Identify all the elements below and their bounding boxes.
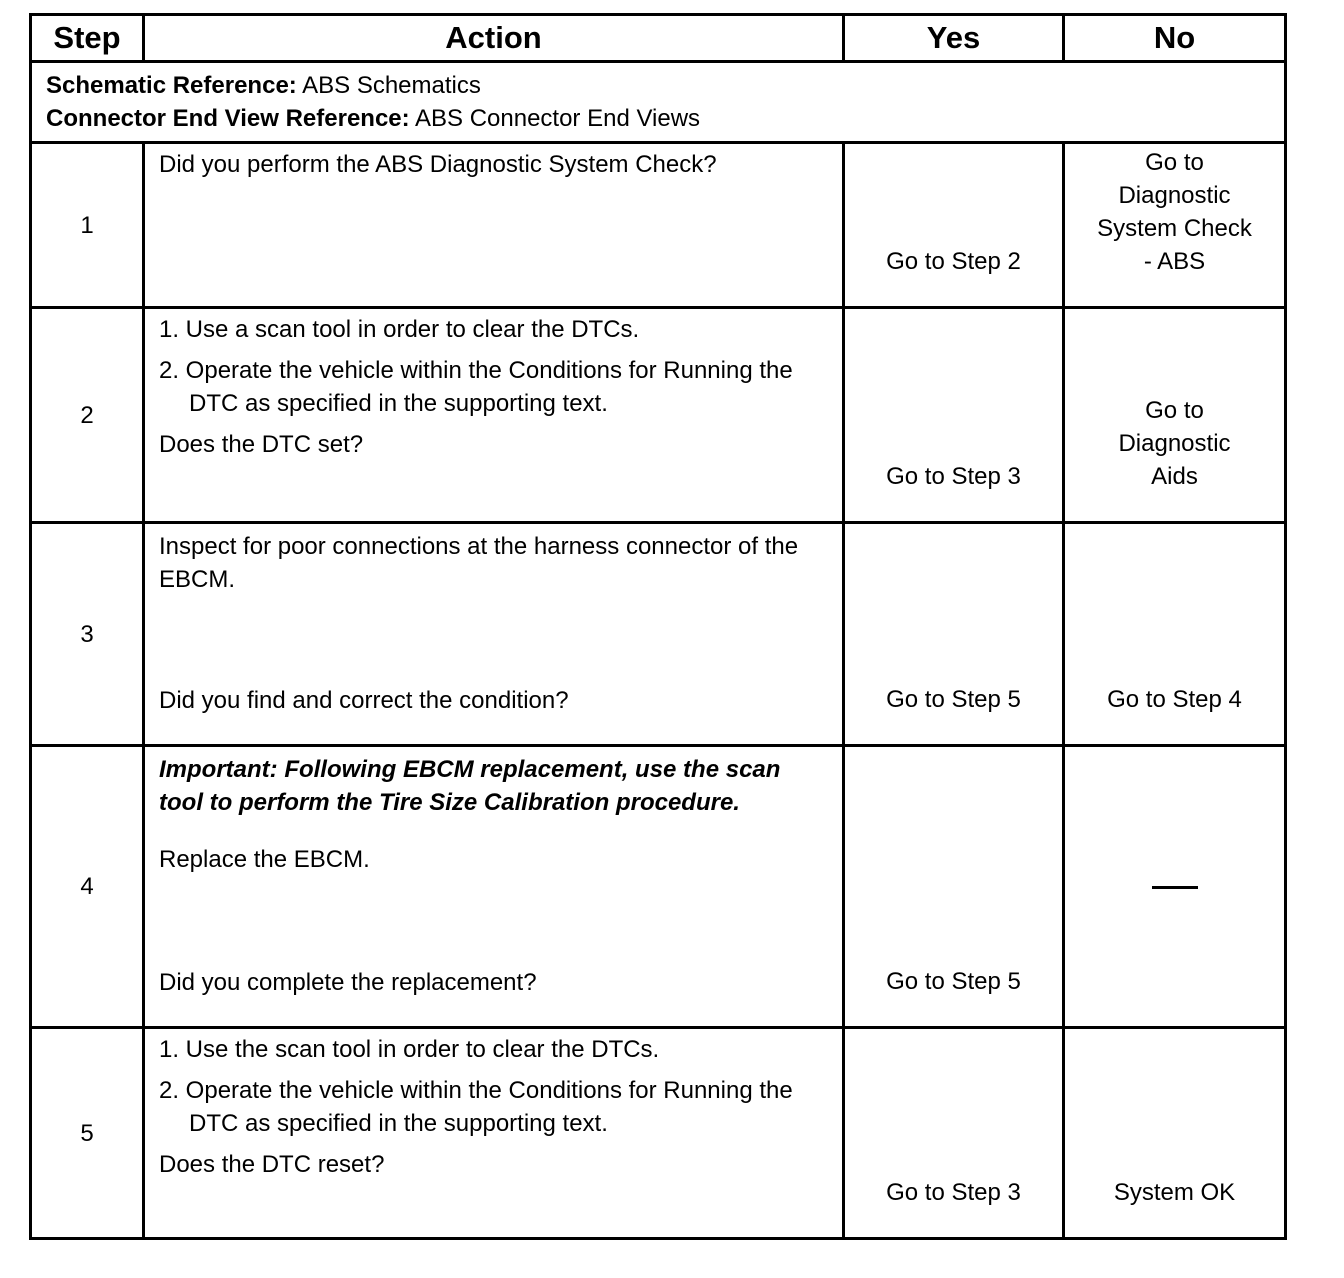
no-cell <box>1064 746 1286 1028</box>
no-cell <box>1064 308 1286 523</box>
yes-link[interactable]: Go to Step 5 <box>886 686 1021 713</box>
schematic-reference-label: Schematic Reference: <box>46 72 297 99</box>
action-item: 1. Use a scan tool in order to clear the DTCs. <box>159 316 640 343</box>
step-number: 4 <box>31 746 144 1028</box>
step-number: 1 <box>31 143 144 308</box>
header-no: No <box>1064 15 1286 62</box>
action-item: 2. Operate the vehicle within the Conditions for Running the DTC as specified in the supporting text. <box>159 357 793 417</box>
yes-cell <box>844 523 1064 746</box>
step-question: Did you perform the ABS Diagnostic System Check? <box>159 151 717 178</box>
yes-link[interactable]: Go to Step 3 <box>886 1179 1021 1206</box>
step-number: 5 <box>31 1028 144 1239</box>
yes-cell <box>844 1028 1064 1239</box>
no-line: Diagnostic <box>1118 430 1231 457</box>
yes-link[interactable]: Go to Step 2 <box>886 248 1021 275</box>
step-number: 3 <box>31 523 144 746</box>
action-cell <box>144 143 844 308</box>
no-line: System Check <box>1097 215 1252 242</box>
action-cell <box>144 746 844 1028</box>
table-row <box>31 746 1286 1028</box>
table-row <box>31 1028 1286 1239</box>
step-instruction: Replace the EBCM. <box>159 846 370 873</box>
step-question: Does the DTC set? <box>159 431 364 458</box>
no-line: Aids <box>1151 463 1198 490</box>
connector-reference-label: Connector End View Reference: <box>46 105 410 132</box>
action-item: 2. Operate the vehicle within the Conditions for Running the DTC as specified in the supporting text. <box>159 1077 793 1137</box>
schematic-reference <box>46 69 1270 102</box>
no-link[interactable] <box>1097 149 1252 275</box>
action-cell <box>144 523 844 746</box>
no-cell <box>1064 1028 1286 1239</box>
reference-cell <box>31 62 1286 143</box>
no-link[interactable]: Go to Step 4 <box>1107 686 1242 713</box>
step-question: Does the DTC reset? <box>159 1151 385 1178</box>
table-row <box>31 523 1286 746</box>
action-cell <box>144 1028 844 1239</box>
no-dash <box>1152 886 1198 889</box>
reference-row <box>31 62 1286 143</box>
schematic-reference-link[interactable]: ABS Schematics <box>302 72 481 99</box>
step-question: Did you find and correct the condition? <box>159 687 569 714</box>
header-step: Step <box>31 15 144 62</box>
yes-cell <box>844 308 1064 523</box>
no-cell <box>1064 523 1286 746</box>
yes-link[interactable]: Go to Step 3 <box>886 463 1021 490</box>
step-question: Did you complete the replacement? <box>159 969 537 996</box>
step-instruction: Inspect for poor connections at the harness connector of the EBCM. <box>159 533 799 593</box>
no-link[interactable] <box>1118 397 1230 490</box>
connector-reference <box>46 102 1270 135</box>
header-yes: Yes <box>844 15 1064 62</box>
no-link[interactable]: System OK <box>1113 1179 1236 1206</box>
no-line: - ABS <box>1143 248 1206 275</box>
header-row <box>31 15 1286 62</box>
important-note: Important: Following EBCM replacement, use the scan tool to perform the Tire Size Calibration procedure. <box>159 756 781 816</box>
no-line: Go to <box>1145 149 1204 176</box>
yes-link[interactable]: Go to Step 5 <box>886 968 1021 995</box>
table-row <box>31 308 1286 523</box>
yes-cell <box>844 746 1064 1028</box>
diagnostic-table <box>29 13 1287 1240</box>
yes-cell <box>844 143 1064 308</box>
no-line: Diagnostic <box>1118 182 1231 209</box>
connector-reference-link[interactable]: ABS Connector End Views <box>415 105 701 132</box>
action-cell <box>144 308 844 523</box>
no-cell <box>1064 143 1286 308</box>
header-action: Action <box>144 15 844 62</box>
step-number: 2 <box>31 308 144 523</box>
no-line: Go to <box>1145 397 1204 424</box>
table-row <box>31 143 1286 308</box>
action-item: 1. Use the scan tool in order to clear the DTCs. <box>159 1036 660 1063</box>
